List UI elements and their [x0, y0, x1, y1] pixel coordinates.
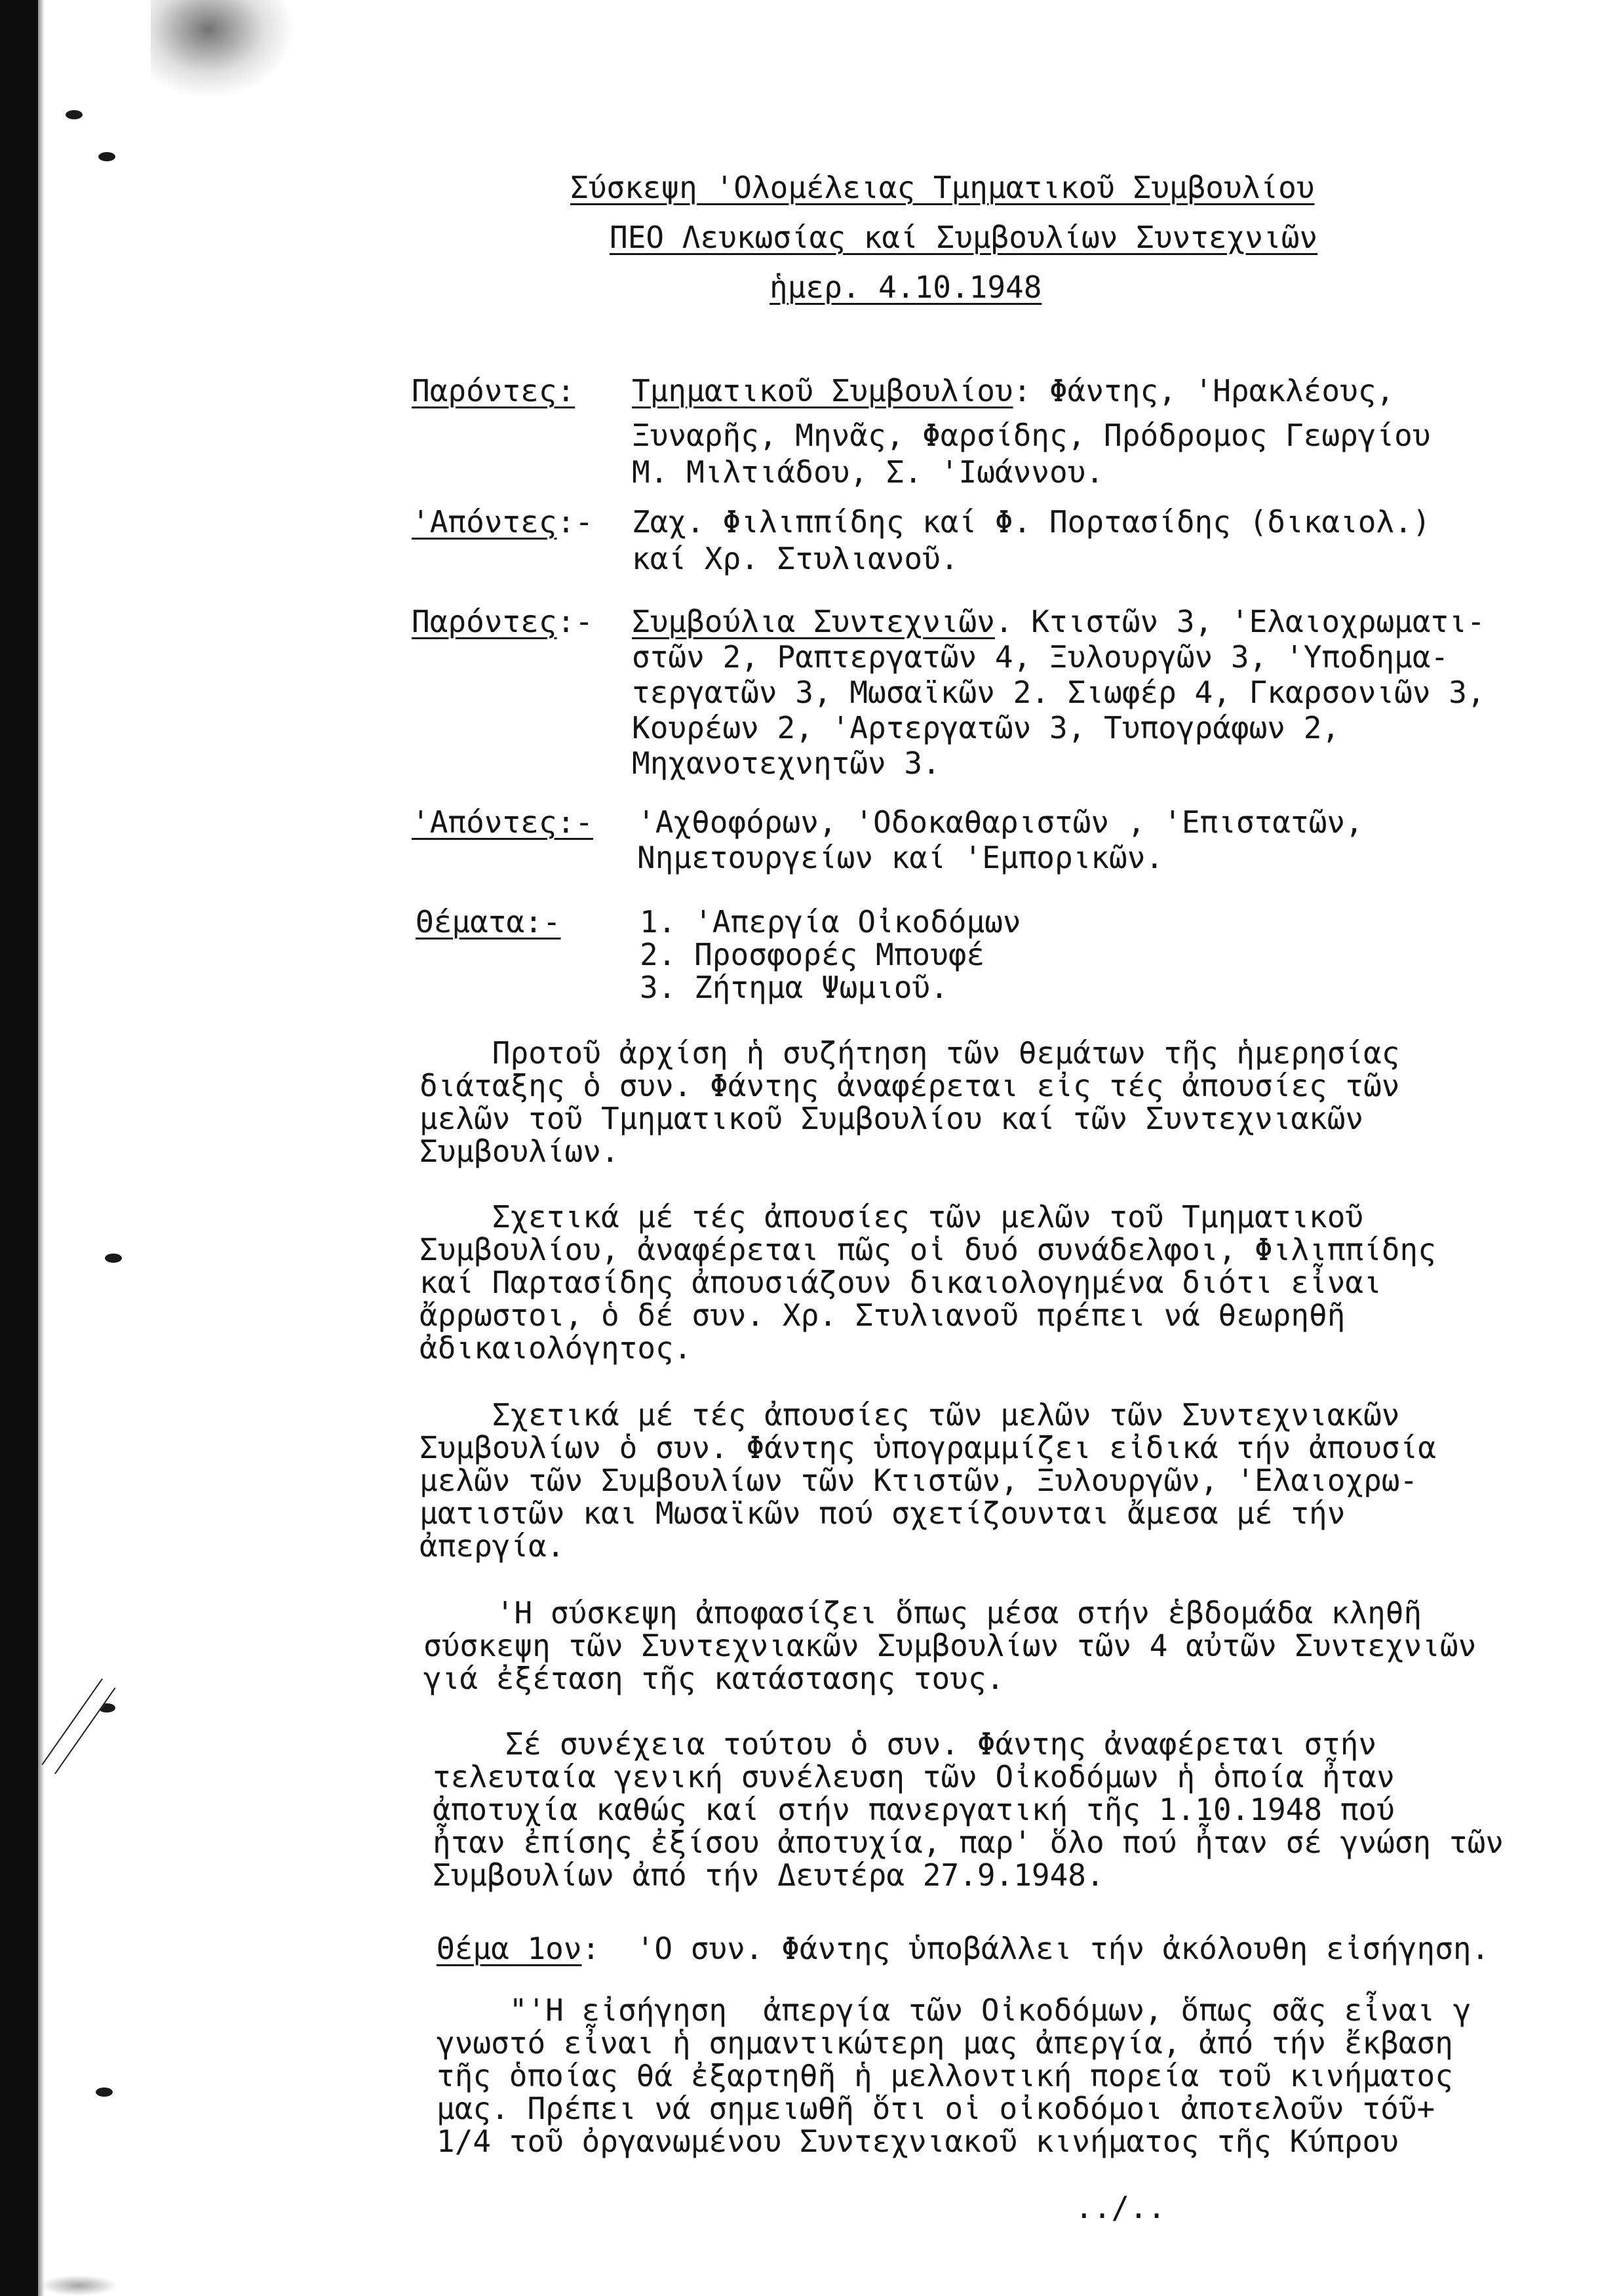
present-group: Τμηματικοῦ Συμβουλίου: [632, 373, 1013, 408]
paragraph-6-line-5: 1/4 τοῦ ὀργανωμένου Συντεχνιακοῦ κινήματος τῆς Κύπρου: [437, 2124, 1399, 2159]
present-unions-line-5: Μηχανοτεχνητῶν 3.: [632, 745, 941, 781]
paragraph-1-line-4: Συμβουλίων.: [419, 1134, 619, 1169]
absent-unions-line-1: 'Αχθοφόρων, 'Οδοκαθαριστῶν , 'Επιστατῶν,: [637, 804, 1363, 840]
topic-item-2: 2. Προσφορές Μπουφέ: [640, 937, 985, 972]
paragraph-2-line-3: καί Παρτασίδης ἀπουσιάζουν δικαιολογημένα διότι εἶναι: [419, 1265, 1382, 1300]
present-unions-text: . Κτιστῶν 3, 'Ελαιοχρωματι-: [994, 604, 1485, 639]
punch-mark: [105, 1254, 122, 1263]
topic-1-label: Θέμα 1ον: [437, 1931, 582, 1966]
topic-1-heading: [437, 1930, 1489, 1967]
absent-members-line-1: Ζαχ. Φιλιππίδης καί Φ. Πορτασίδης (δικαιολ.): [632, 504, 1431, 540]
present-unions-line-3: τεργατῶν 3, Μωσαϊκῶν 2. Σιωφέρ 4, Γκαρσονιῶν 3,: [632, 675, 1485, 710]
absent-label: [412, 504, 593, 540]
paragraph-2-line-2: Συμβουλίου, ἀναφέρεται πῶς οἱ δυό συνάδελφοι, Φιλιππίδης: [419, 1232, 1436, 1267]
absent-label-text: 'Απόντες: [412, 504, 557, 540]
paragraph-5-line-5: Συμβουλίων ἀπό τήν Δευτέρα 27.9.1948.: [433, 1857, 1104, 1893]
punch-mark: [98, 152, 115, 161]
header-line-1: Σύσκεψη 'Ολομέλειας Τμηματικοῦ Συμβουλίου: [570, 170, 1315, 205]
paragraph-2-line-1: Σχετικά μέ τές ἀπουσίες τῶν μελῶν τοῦ Τμηματικοῦ: [419, 1199, 1364, 1235]
present-unions-line-4: Κουρέων 2, 'Αρτεργατῶν 3, Τυπογράφων 2,: [632, 710, 1340, 745]
punch-mark: [96, 2088, 113, 2097]
paragraph-4-line-2: σύσκεψη τῶν Συντεχνιακῶν Συμβουλίων τῶν 4 αὐτῶν Συντεχνιῶν: [423, 1628, 1477, 1663]
topics-label: Θέματα:-: [416, 904, 561, 940]
topic-1-text: : 'Ο συν. Φάντης ὑποβάλλει τήν ἀκόλουθη εἰσήγηση.: [581, 1931, 1490, 1966]
absent-unions-line-2: Νημετουργείων καί 'Εμπορικῶν.: [637, 840, 1164, 875]
paragraph-3-line-4: ματιστῶν και Μωσαϊκῶν πού σχετίζουνται ἄμεσα μέ τήν: [419, 1495, 1346, 1531]
present-unions-label: [412, 603, 593, 640]
scan-artifact: [41, 1678, 115, 1774]
paragraph-1-line-2: διάταξης ὁ συν. Φάντης ἀναφέρεται εἰς τές ἀπουσίες τῶν: [419, 1068, 1400, 1103]
topic-item-1: 1. 'Απεργία Οἰκοδόμων: [640, 904, 1021, 940]
paragraph-6-line-3: τῆς ὁποίας θά ἐξαρτηθῆ ἡ μελλοντική πορεία τοῦ κινήματος: [437, 2058, 1453, 2093]
punch-mark: [66, 110, 83, 119]
present-unions-line-2: στῶν 2, Ραπτεργατῶν 4, Ξυλουργῶν 3, 'Υποδημα-: [632, 639, 1449, 675]
topic-item-3: 3. Ζήτημα Ψωμιοῦ.: [640, 970, 948, 1005]
paragraph-6-line-4: μας. Πρέπει νά σημειωθῆ ὅτι οἱ οἰκοδόμοι ἀποτελοῦν τόῦ+: [437, 2091, 1435, 2126]
present-unions-label-sep: :-: [556, 604, 593, 639]
present-members-line-1: [632, 372, 1394, 409]
paragraph-2-line-4: ἄρρωστοι, ὁ δέ συν. Χρ. Στυλιανοῦ πρέπει νά θεωρηθῆ: [419, 1297, 1346, 1333]
binding-strip: [0, 0, 38, 2296]
paragraph-1-line-3: μελῶν τοῦ Τμηματικοῦ Συμβουλίου καί τῶν Συντεχνιακῶν: [419, 1101, 1364, 1136]
present-members-line-2: Ξυναρῆς, Μηνᾶς, Φαρσίδης, Πρόδρομος Γεωργίου: [632, 418, 1431, 453]
header-date: ἡμερ. 4.10.1948: [770, 269, 1042, 305]
present-members-text: : Φάντης, 'Ηρακλέους,: [1013, 373, 1395, 408]
paragraph-3-line-1: Σχετικά μέ τές ἀπουσίες τῶν μελῶν τῶν Συντεχνιακῶν: [419, 1397, 1400, 1433]
present-unions-label-text: Παρόντες: [412, 604, 557, 639]
present-unions-group: Συμβούλια Συντεχνιῶν: [632, 604, 995, 639]
paragraph-6-line-1: "'Η εἰσήγηση ἀπεργία τῶν Οἰκοδόμων, ὅπως σᾶς εἶναι γ: [437, 1992, 1471, 2028]
header-line-2: ΠΕΟ Λευκωσίας καί Συμβουλίων Συντεχνιῶν: [610, 220, 1318, 255]
paragraph-5-line-4: ἦταν ἐπίσης ἐξίσου ἀποτυχία, παρ' ὅλο πού ἦταν σέ γνώση τῶν: [433, 1825, 1504, 1860]
paragraph-5-line-2: τελευταία γενική συνέλευση τῶν Οἰκοδόμων ἡ ὁποία ἦταν: [433, 1759, 1395, 1794]
paragraph-5-line-1: Σέ συνέχεια τούτου ὁ συν. Φάντης ἀναφέρεται στήν: [433, 1726, 1377, 1762]
page-continuation-marker: ../..: [1075, 2190, 1166, 2225]
paragraph-6-line-2: γνωστό εἶναι ἡ σημαντικώτερη μας ἀπεργία, ἀπό τήν ἔκβαση: [437, 2025, 1453, 2061]
present-members-line-3: Μ. Μιλτιάδου, Σ. 'Ιωάννου.: [632, 454, 1104, 490]
absent-members-line-2: καί Χρ. Στυλιανοῦ.: [632, 541, 959, 576]
absent-unions-label: 'Απόντες:-: [412, 804, 593, 840]
scan-stain-bottom: [39, 2275, 118, 2296]
paragraph-3-line-3: μελῶν τῶν Συμβουλίων τῶν Κτιστῶν, Ξυλουργῶν, 'Ελαιοχρω-: [419, 1463, 1418, 1498]
paragraph-2-line-5: ἀδικαιολόγητος.: [419, 1330, 692, 1366]
present-label: Παρόντες:: [412, 373, 575, 408]
scan-stain: [151, 0, 295, 98]
present-unions-line-1: [632, 603, 1485, 640]
paragraph-4-line-3: γιά ἐξέταση τῆς κατάστασης τους.: [423, 1661, 1005, 1696]
paragraph-1-line-1: Προτοῦ ἀρχίση ἡ συζήτηση τῶν θεμάτων τῆς ἡμερησίας: [419, 1035, 1400, 1071]
absent-label-sep: :-: [556, 504, 593, 540]
paragraph-4-line-1: 'Η σύσκεψη ἀποφασίζει ὅπως μέσα στήν ἑβδομάδα κληθῆ: [423, 1595, 1422, 1631]
paragraph-3-line-2: Συμβουλίων ὁ συν. Φάντης ὑπογραμμίζει εἰδικά τήν ἀπουσία: [419, 1430, 1436, 1465]
paragraph-3-line-5: ἀπεργία.: [419, 1528, 565, 1564]
paragraph-5-line-3: ἀποτυχία καθώς καί στήν πανεργατική τῆς 1.10.1948 πού: [433, 1792, 1395, 1827]
